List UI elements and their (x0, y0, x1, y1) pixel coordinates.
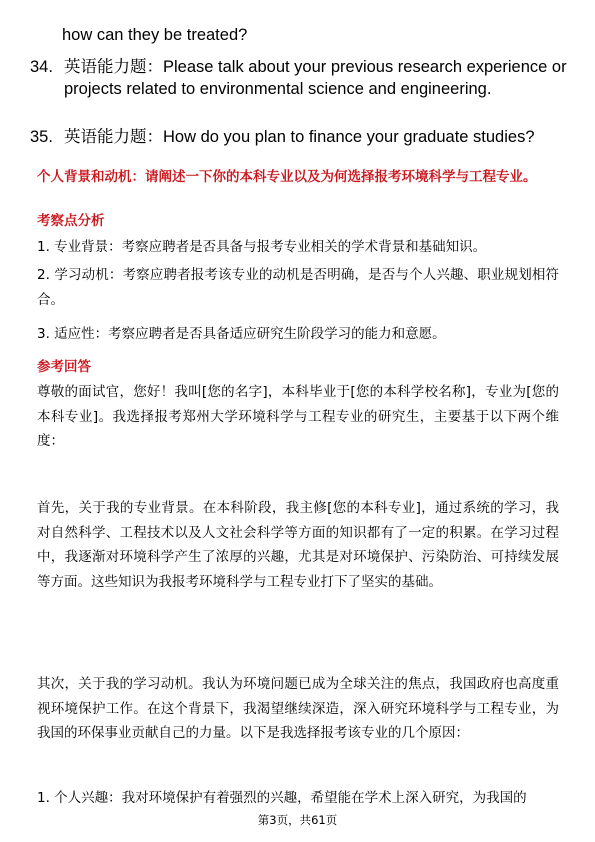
analysis-point: 2. 学习动机：考察应聘者报考该专业的动机是否明确，是否与个人兴趣、职业规划相符合。 (37, 267, 559, 308)
analysis-point: 3. 适应性：考察应聘者是否具备适应研究生阶段学习的能力和意愿。 (37, 326, 446, 342)
question-number: 34. (30, 58, 53, 76)
question-text: Please talk about your previous research experience or projects related to environmental science and engineering. (64, 58, 567, 98)
page-footer: 第3页，共61页 (257, 813, 338, 827)
answer-paragraph: 1. 个人兴趣：我对环境保护有着强烈的兴趣，希望能在学术上深入研究，为我国的 (37, 790, 527, 806)
answer-paragraph: 首先，关于我的专业背景。在本科阶段，我主修[您的本科专业]，通过系统的学习，我对自然科学、工程技术以及人文社会科学等方面的知识都有了一定的积累。在学习过程中，我逐渐对环境科学产生了浓厚的兴趣，尤其是对环境保护、污染防治、可持续发展等方面。这些知识为我报考环境科学与工程专业打下了坚实的基础。 (37, 500, 559, 590)
answer-heading: 参考回答 (37, 359, 91, 375)
question-text: How do you plan to finance your graduate studies? (163, 128, 535, 146)
question-number: 35. (30, 128, 53, 146)
question-35 (30, 126, 570, 148)
question-tag: 英语能力题： (64, 127, 163, 146)
answer-paragraph: 尊敬的面试官，您好！我叫[您的名字]，本科毕业于[您的本科学校名称]，专业为[您的本科专业]。我选择报考郑州大学环境科学与工程专业的研究生，主要基于以下两个维度： (37, 384, 559, 449)
section-title: 个人背景和动机：请阐述一下你的本科专业以及为何选择报考环境科学与工程专业。 (37, 169, 537, 185)
question-tag: 英语能力题： (64, 57, 163, 76)
question-body (64, 56, 570, 100)
answer-paragraph: 其次，关于我的学习动机。我认为环境问题已成为全球关注的焦点，我国政府也高度重视环境保护工作。在这个背景下，我渴望继续深造，深入研究环境科学与工程专业，为我国的环保事业贡献自己的力量。以下是我选择报考该专业的几个原因： (37, 676, 559, 741)
question-body (64, 126, 570, 148)
question-34 (30, 56, 570, 100)
analysis-heading: 考察点分析 (37, 213, 105, 229)
analysis-point: 1. 专业背景：考察应聘者是否具备与报考专业相关的学术背景和基础知识。 (37, 239, 487, 255)
question-33-continuation: how can they be treated? (62, 26, 248, 44)
